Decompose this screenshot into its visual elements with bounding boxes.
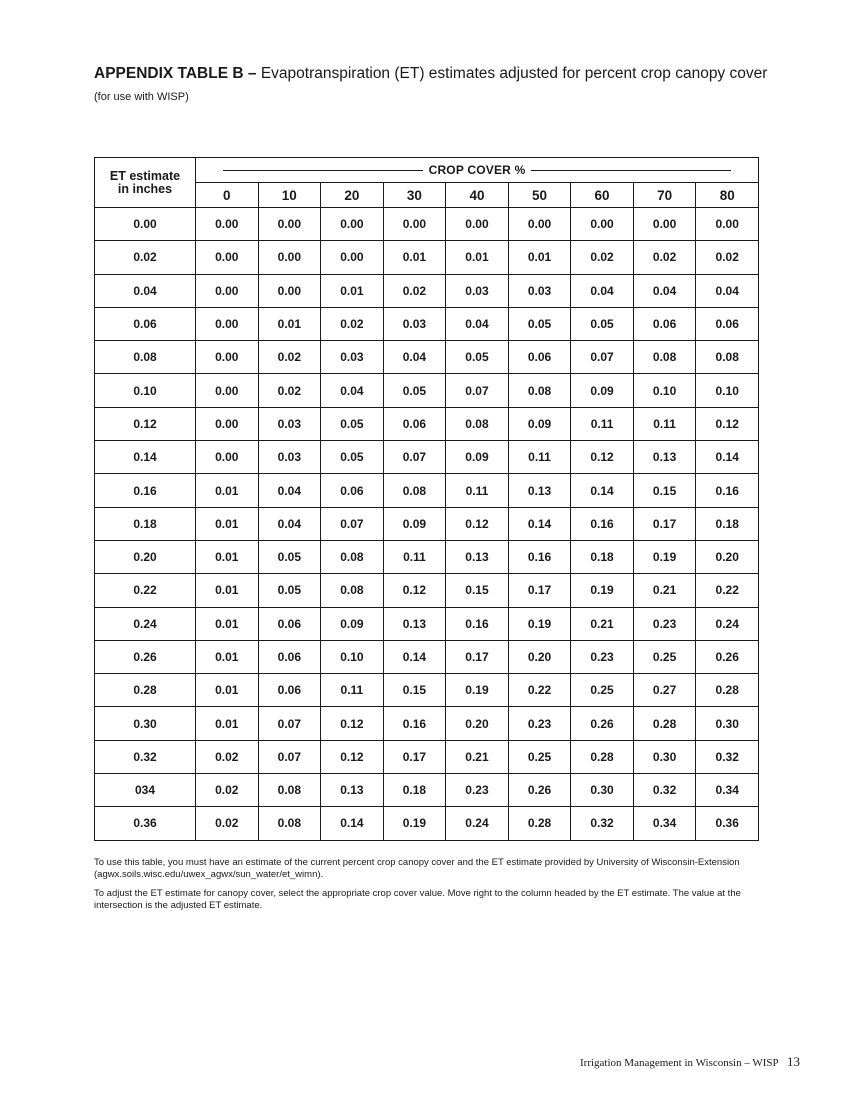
table-row [95, 441, 759, 474]
adjusted-et-cell: 0.02 [196, 807, 259, 840]
et-estimate-cell: 0.30 [95, 707, 196, 740]
adjusted-et-cell: 0.15 [633, 474, 696, 507]
adjusted-et-cell: 0.16 [571, 507, 634, 540]
adjusted-et-cell: 0.06 [258, 607, 321, 640]
table-body [95, 208, 759, 841]
adjusted-et-cell: 0.23 [446, 774, 509, 807]
adjusted-et-cell: 0.26 [696, 640, 759, 673]
adjusted-et-cell: 0.02 [696, 241, 759, 274]
adjusted-et-cell: 0.19 [383, 807, 446, 840]
adjusted-et-cell: 0.03 [258, 441, 321, 474]
adjusted-et-cell: 0.08 [321, 574, 384, 607]
adjusted-et-cell: 0.10 [321, 640, 384, 673]
et-estimate-cell: 0.12 [95, 407, 196, 440]
adjusted-et-cell: 0.00 [196, 407, 259, 440]
adjusted-et-cell: 0.00 [196, 441, 259, 474]
adjusted-et-cell: 0.04 [321, 374, 384, 407]
adjusted-et-cell: 0.02 [196, 740, 259, 773]
adjusted-et-cell: 0.01 [508, 241, 571, 274]
page-title [94, 64, 794, 84]
adjusted-et-cell: 0.05 [321, 441, 384, 474]
table-row [95, 674, 759, 707]
header-rule-right [531, 170, 731, 171]
adjusted-et-cell: 0.13 [633, 441, 696, 474]
adjusted-et-cell: 0.11 [446, 474, 509, 507]
header-rule-left [223, 170, 423, 171]
adjusted-et-cell: 0.09 [508, 407, 571, 440]
adjusted-et-cell: 0.10 [633, 374, 696, 407]
adjusted-et-cell: 0.07 [383, 441, 446, 474]
adjusted-et-cell: 0.11 [383, 540, 446, 573]
adjusted-et-cell: 0.04 [446, 307, 509, 340]
adjusted-et-cell: 0.00 [258, 274, 321, 307]
adjusted-et-cell: 0.00 [196, 374, 259, 407]
note-paragraph-1: To use this table, you must have an estimate of the current percent crop canopy cover and the ET estimate provided by University of Wisconsin-Extension (agwx.soils.wisc.edu/uwex_agwx/sun_water/et_wimn). [94, 857, 740, 880]
adjusted-et-cell: 0.02 [258, 341, 321, 374]
adjusted-et-cell: 0.12 [321, 740, 384, 773]
adjusted-et-cell: 0.02 [633, 241, 696, 274]
adjusted-et-cell: 0.02 [196, 774, 259, 807]
adjusted-et-cell: 0.15 [446, 574, 509, 607]
adjusted-et-cell: 0.34 [633, 807, 696, 840]
et-estimate-cell: 0.00 [95, 208, 196, 241]
adjusted-et-cell: 0.12 [571, 441, 634, 474]
adjusted-et-cell: 0.13 [321, 774, 384, 807]
column-header: 70 [633, 183, 696, 208]
adjusted-et-cell: 0.14 [571, 474, 634, 507]
adjusted-et-cell: 0.08 [696, 341, 759, 374]
adjusted-et-cell: 0.06 [508, 341, 571, 374]
table-row [95, 474, 759, 507]
usage-notes [94, 857, 754, 919]
adjusted-et-cell: 0.34 [696, 774, 759, 807]
row-header-line1: ET estimate [109, 168, 181, 183]
adjusted-et-cell: 0.16 [696, 474, 759, 507]
adjusted-et-cell: 0.07 [321, 507, 384, 540]
adjusted-et-cell: 0.13 [446, 540, 509, 573]
adjusted-et-cell: 0.00 [258, 208, 321, 241]
adjusted-et-cell: 0.01 [196, 674, 259, 707]
adjusted-et-cell: 0.04 [633, 274, 696, 307]
adjusted-et-cell: 0.02 [383, 274, 446, 307]
column-header: 40 [446, 183, 509, 208]
adjusted-et-cell: 0.32 [696, 740, 759, 773]
et-estimate-cell: 0.04 [95, 274, 196, 307]
adjusted-et-cell: 0.05 [571, 307, 634, 340]
et-estimate-cell: 034 [95, 774, 196, 807]
adjusted-et-cell: 0.20 [508, 640, 571, 673]
et-estimate-cell: 0.26 [95, 640, 196, 673]
adjusted-et-cell: 0.28 [696, 674, 759, 707]
table-row [95, 574, 759, 607]
adjusted-et-cell: 0.11 [633, 407, 696, 440]
adjusted-et-cell: 0.11 [321, 674, 384, 707]
adjusted-et-cell: 0.22 [696, 574, 759, 607]
adjusted-et-cell: 0.01 [196, 474, 259, 507]
adjusted-et-cell: 0.11 [508, 441, 571, 474]
adjusted-et-cell: 0.11 [571, 407, 634, 440]
adjusted-et-cell: 0.19 [446, 674, 509, 707]
adjusted-et-cell: 0.01 [321, 274, 384, 307]
adjusted-et-cell: 0.07 [571, 341, 634, 374]
column-header: 50 [508, 183, 571, 208]
adjusted-et-cell: 0.08 [508, 374, 571, 407]
adjusted-et-cell: 0.06 [633, 307, 696, 340]
table-row [95, 208, 759, 241]
adjusted-et-cell: 0.17 [633, 507, 696, 540]
adjusted-et-cell: 0.01 [196, 507, 259, 540]
adjusted-et-cell: 0.01 [258, 307, 321, 340]
column-header: 80 [696, 183, 759, 208]
table-row [95, 774, 759, 807]
table-row [95, 740, 759, 773]
adjusted-et-cell: 0.09 [571, 374, 634, 407]
adjusted-et-cell: 0.21 [571, 607, 634, 640]
et-estimate-cell: 0.22 [95, 574, 196, 607]
column-header: 0 [196, 183, 259, 208]
adjusted-et-cell: 0.14 [321, 807, 384, 840]
table-row [95, 274, 759, 307]
adjusted-et-cell: 0.23 [571, 640, 634, 673]
adjusted-et-cell: 0.00 [258, 241, 321, 274]
et-estimate-cell: 0.06 [95, 307, 196, 340]
adjusted-et-cell: 0.09 [321, 607, 384, 640]
adjusted-et-cell: 0.13 [508, 474, 571, 507]
adjusted-et-cell: 0.04 [696, 274, 759, 307]
adjusted-et-cell: 0.21 [446, 740, 509, 773]
adjusted-et-cell: 0.00 [196, 307, 259, 340]
adjusted-et-cell: 0.24 [446, 807, 509, 840]
column-header: 10 [258, 183, 321, 208]
adjusted-et-cell: 0.19 [571, 574, 634, 607]
adjusted-et-cell: 0.05 [446, 341, 509, 374]
column-header: 20 [321, 183, 384, 208]
adjusted-et-cell: 0.28 [633, 707, 696, 740]
adjusted-et-cell: 0.36 [696, 807, 759, 840]
adjusted-et-cell: 0.03 [383, 307, 446, 340]
adjusted-et-cell: 0.21 [633, 574, 696, 607]
adjusted-et-cell: 0.03 [508, 274, 571, 307]
adjusted-et-cell: 0.28 [571, 740, 634, 773]
adjusted-et-cell: 0.08 [321, 540, 384, 573]
adjusted-et-cell: 0.17 [383, 740, 446, 773]
adjusted-et-cell: 0.12 [321, 707, 384, 740]
adjusted-et-cell: 0.18 [383, 774, 446, 807]
adjusted-et-cell: 0.05 [508, 307, 571, 340]
et-estimate-cell: 0.36 [95, 807, 196, 840]
adjusted-et-cell: 0.01 [196, 574, 259, 607]
adjusted-et-cell: 0.02 [571, 241, 634, 274]
adjusted-et-cell: 0.03 [321, 341, 384, 374]
adjusted-et-cell: 0.25 [508, 740, 571, 773]
note-paragraph-2: To adjust the ET estimate for canopy cover, select the appropriate crop cover value. Move right to the column headed by the ET estimate. The value at the intersection is the adjusted ET estimate. [94, 888, 741, 911]
row-header-line2: in inches [117, 181, 173, 196]
adjusted-et-cell: 0.30 [633, 740, 696, 773]
adjusted-et-cell: 0.12 [446, 507, 509, 540]
adjusted-et-cell: 0.20 [446, 707, 509, 740]
adjusted-et-cell: 0.00 [321, 208, 384, 241]
adjusted-et-cell: 0.08 [383, 474, 446, 507]
row-header [95, 158, 196, 208]
table-row [95, 307, 759, 340]
page-number: 13 [787, 1054, 800, 1069]
adjusted-et-cell: 0.03 [446, 274, 509, 307]
adjusted-et-cell: 0.05 [383, 374, 446, 407]
adjusted-et-cell: 0.00 [196, 274, 259, 307]
adjusted-et-cell: 0.01 [446, 241, 509, 274]
adjusted-et-cell: 0.08 [258, 807, 321, 840]
adjusted-et-cell: 0.00 [196, 208, 259, 241]
et-estimate-cell: 0.18 [95, 507, 196, 540]
adjusted-et-cell: 0.06 [696, 307, 759, 340]
adjusted-et-cell: 0.24 [696, 607, 759, 640]
adjusted-et-cell: 0.19 [633, 540, 696, 573]
table-row [95, 707, 759, 740]
et-estimate-cell: 0.28 [95, 674, 196, 707]
adjusted-et-cell: 0.30 [571, 774, 634, 807]
adjusted-et-cell: 0.28 [508, 807, 571, 840]
adjusted-et-cell: 0.01 [383, 241, 446, 274]
adjusted-et-cell: 0.04 [571, 274, 634, 307]
adjusted-et-cell: 0.15 [383, 674, 446, 707]
et-estimate-cell: 0.14 [95, 441, 196, 474]
adjusted-et-cell: 0.25 [571, 674, 634, 707]
adjusted-et-cell: 0.06 [383, 407, 446, 440]
adjusted-et-cell: 0.01 [196, 540, 259, 573]
adjusted-et-cell: 0.00 [196, 241, 259, 274]
adjusted-et-cell: 0.30 [696, 707, 759, 740]
table-row [95, 540, 759, 573]
adjusted-et-cell: 0.27 [633, 674, 696, 707]
adjusted-et-cell: 0.20 [696, 540, 759, 573]
adjusted-et-cell: 0.12 [383, 574, 446, 607]
adjusted-et-cell: 0.13 [383, 607, 446, 640]
adjusted-et-cell: 0.18 [696, 507, 759, 540]
adjusted-et-cell: 0.16 [446, 607, 509, 640]
adjusted-et-cell: 0.06 [258, 640, 321, 673]
adjusted-et-cell: 0.17 [446, 640, 509, 673]
adjusted-et-cell: 0.23 [633, 607, 696, 640]
table-row [95, 507, 759, 540]
adjusted-et-cell: 0.01 [196, 707, 259, 740]
column-header: 60 [571, 183, 634, 208]
adjusted-et-cell: 0.05 [321, 407, 384, 440]
adjusted-et-cell: 0.04 [383, 341, 446, 374]
page-subtitle: (for use with WISP) [94, 91, 189, 103]
adjusted-et-cell: 0.04 [258, 474, 321, 507]
adjusted-et-cell: 0.07 [446, 374, 509, 407]
table-row [95, 374, 759, 407]
title-text: Evapotranspiration (ET) estimates adjusted for percent crop canopy cover [260, 65, 768, 82]
adjusted-et-cell: 0.26 [571, 707, 634, 740]
adjusted-et-cell: 0.05 [258, 574, 321, 607]
column-header: 30 [383, 183, 446, 208]
adjusted-et-cell: 0.12 [696, 407, 759, 440]
adjusted-et-cell: 0.09 [446, 441, 509, 474]
table-row [95, 407, 759, 440]
crop-cover-label: CROP COVER % [428, 163, 526, 177]
table-row [95, 341, 759, 374]
adjusted-et-cell: 0.07 [258, 707, 321, 740]
adjusted-et-cell: 0.18 [571, 540, 634, 573]
adjusted-et-cell: 0.32 [571, 807, 634, 840]
et-estimate-cell: 0.02 [95, 241, 196, 274]
adjusted-et-cell: 0.10 [696, 374, 759, 407]
adjusted-et-cell: 0.08 [446, 407, 509, 440]
adjusted-et-cell: 0.14 [508, 507, 571, 540]
et-estimate-cell: 0.10 [95, 374, 196, 407]
adjusted-et-cell: 0.16 [508, 540, 571, 573]
adjusted-et-cell: 0.02 [258, 374, 321, 407]
adjusted-et-cell: 0.00 [571, 208, 634, 241]
et-estimate-cell: 0.16 [95, 474, 196, 507]
adjusted-et-cell: 0.05 [258, 540, 321, 573]
et-estimate-cell: 0.24 [95, 607, 196, 640]
adjusted-et-cell: 0.00 [508, 208, 571, 241]
adjusted-et-cell: 0.06 [258, 674, 321, 707]
adjusted-et-cell: 0.02 [321, 307, 384, 340]
adjusted-et-cell: 0.08 [633, 341, 696, 374]
adjusted-et-cell: 0.25 [633, 640, 696, 673]
adjusted-et-cell: 0.22 [508, 674, 571, 707]
adjusted-et-cell: 0.06 [321, 474, 384, 507]
table-row [95, 807, 759, 840]
table-row [95, 640, 759, 673]
adjusted-et-cell: 0.01 [196, 640, 259, 673]
title-label: APPENDIX TABLE B – [94, 65, 257, 82]
adjusted-et-cell: 0.09 [383, 507, 446, 540]
adjusted-et-cell: 0.26 [508, 774, 571, 807]
adjusted-et-cell: 0.03 [258, 407, 321, 440]
adjusted-et-cell: 0.16 [383, 707, 446, 740]
adjusted-et-cell: 0.23 [508, 707, 571, 740]
footer-text: Irrigation Management in Wisconsin – WISP [580, 1057, 779, 1069]
table-row [95, 607, 759, 640]
et-estimate-cell: 0.20 [95, 540, 196, 573]
adjusted-et-cell: 0.14 [696, 441, 759, 474]
adjusted-et-cell: 0.00 [196, 341, 259, 374]
adjusted-et-cell: 0.07 [258, 740, 321, 773]
et-estimate-cell: 0.08 [95, 341, 196, 374]
adjusted-et-cell: 0.00 [633, 208, 696, 241]
adjusted-et-cell: 0.19 [508, 607, 571, 640]
adjusted-et-cell: 0.00 [321, 241, 384, 274]
adjusted-et-cell: 0.00 [383, 208, 446, 241]
page-footer [580, 1054, 800, 1070]
adjusted-et-cell: 0.00 [446, 208, 509, 241]
et-table [94, 157, 759, 841]
et-estimate-cell: 0.32 [95, 740, 196, 773]
adjusted-et-cell: 0.00 [696, 208, 759, 241]
adjusted-et-cell: 0.01 [196, 607, 259, 640]
adjusted-et-cell: 0.08 [258, 774, 321, 807]
table-row [95, 241, 759, 274]
adjusted-et-cell: 0.32 [633, 774, 696, 807]
adjusted-et-cell: 0.04 [258, 507, 321, 540]
crop-cover-header [196, 158, 759, 183]
adjusted-et-cell: 0.17 [508, 574, 571, 607]
adjusted-et-cell: 0.14 [383, 640, 446, 673]
